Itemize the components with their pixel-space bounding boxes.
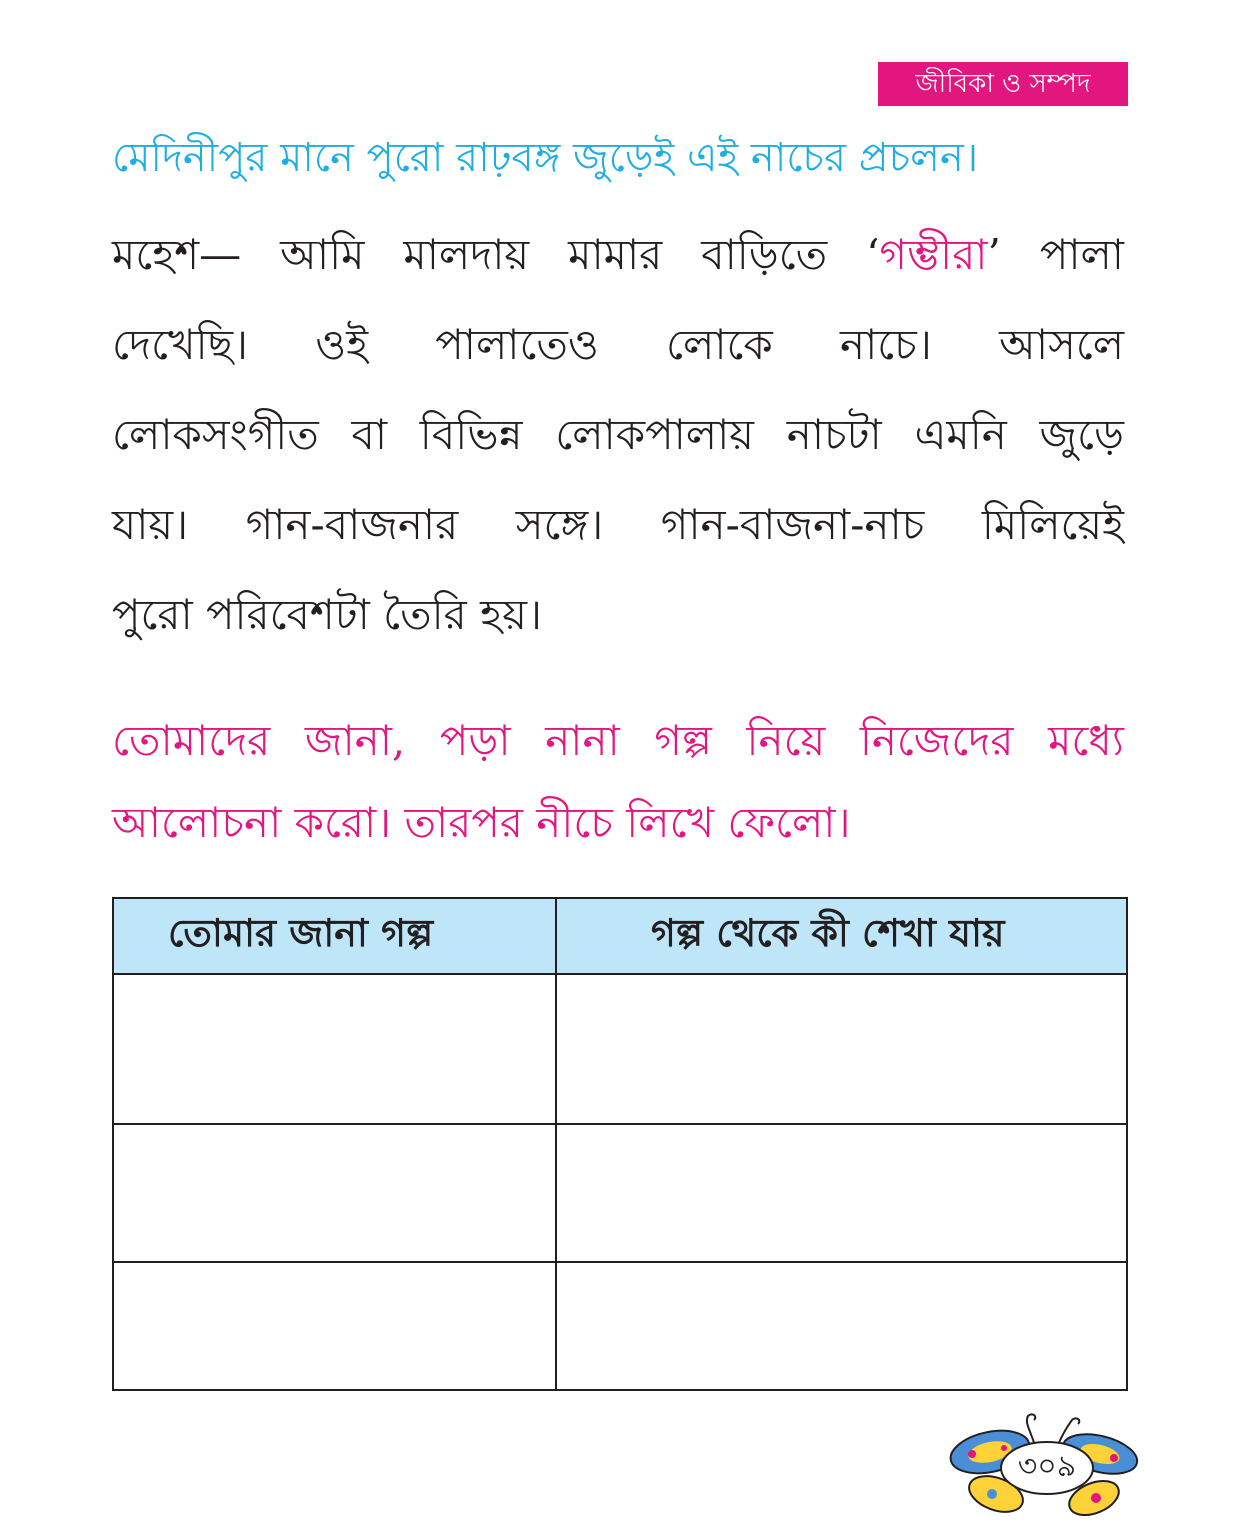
story-table: [112, 897, 1128, 1391]
gambhira-highlight: গম্ভীরা: [879, 230, 988, 279]
paragraph-line-4: যায়। গান-বাজনার সঙ্গে। গান-বাজনা-নাচ মিলিয়েই: [112, 500, 1124, 549]
paragraph-line-5: পুরো পরিবেশটা তৈরি হয়।: [112, 590, 542, 639]
lesson-cell[interactable]: [556, 1262, 1127, 1390]
dialogue-paragraph: [112, 210, 1124, 660]
section-tag: জীবিকা ও সম্পদ: [878, 62, 1128, 106]
paragraph-line-2: দেখেছি। ওই পালাতেও লোকে নাচে। আসলে: [112, 320, 1124, 369]
instruction-line-2: আলোচনা করো। তারপর নীচে লিখে ফেলো।: [112, 798, 851, 847]
story-cell[interactable]: [113, 974, 556, 1124]
page-number: ৩০৯: [1017, 1449, 1077, 1484]
intro-line: মেদিনীপুর মানে পুরো রাঢ়বঙ্গ জুড়েই এই নাচের প্রচলন।: [112, 135, 979, 181]
table-row: [113, 1262, 1127, 1390]
lesson-cell[interactable]: [556, 1124, 1127, 1262]
instruction-text: [112, 700, 1124, 864]
instruction-line-1: তোমাদের জানা, পড়া নানা গল্প নিয়ে নিজেদের মধ্যে: [112, 716, 1124, 765]
table-header-row: [113, 898, 1127, 974]
table-row: [113, 974, 1127, 1124]
lesson-cell[interactable]: [556, 974, 1127, 1124]
header-lesson: গল্প থেকে কী শেখা যায়: [556, 898, 1127, 974]
story-cell[interactable]: [113, 1262, 556, 1390]
table-row: [113, 1124, 1127, 1262]
header-known-story: তোমার জানা গল্প: [113, 898, 556, 974]
paragraph-line-1: মহেশ— আমি মালদায় মামার বাড়িতে ‘গম্ভীরা’ পালা: [112, 230, 1124, 279]
paragraph-line-3: লোকসংগীত বা বিভিন্ন লোকপালায় নাচটা এমনি জুড়ে: [112, 410, 1124, 459]
story-cell[interactable]: [113, 1124, 556, 1262]
